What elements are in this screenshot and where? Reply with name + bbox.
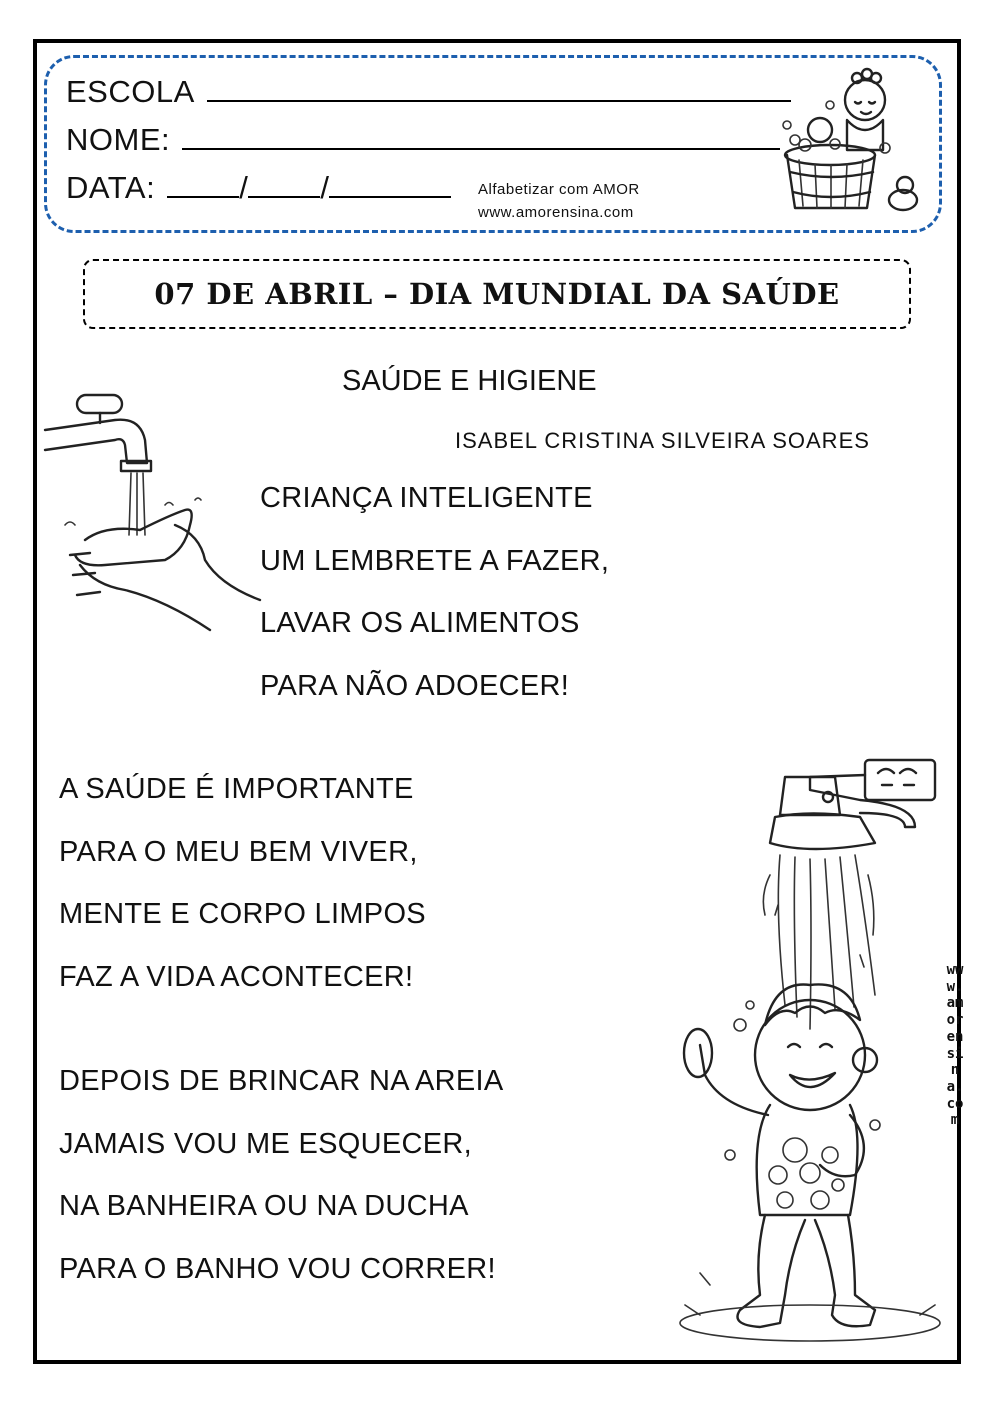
shower-illustration: [660, 755, 940, 1345]
name-field[interactable]: [182, 122, 780, 150]
verse-line: CRIANÇA INTELIGENTE: [260, 482, 593, 514]
date-separator: /: [320, 170, 330, 205]
verse-line: PARA NÃO ADOECER!: [260, 670, 570, 702]
side-url: www.amorensina.com: [946, 962, 964, 1129]
name-row: [66, 122, 780, 158]
verse-line: NA BANHEIRA OU NA DUCHA: [59, 1190, 469, 1222]
poem-author: ISABEL CRISTINA SILVEIRA SOARES: [455, 428, 870, 453]
verse-line: JAMAIS VOU ME ESQUECER,: [59, 1128, 472, 1160]
bathtub-illustration: [775, 60, 935, 220]
date-year-field[interactable]: [329, 170, 451, 198]
verse-line: DEPOIS DE BRINCAR NA AREIA: [59, 1065, 504, 1097]
brand-url: www.amorensina.com: [478, 204, 634, 221]
school-row: [66, 74, 791, 110]
brand-line: Alfabetizar com AMOR: [478, 181, 640, 198]
verse-line: LAVAR OS ALIMENTOS: [260, 607, 580, 639]
poem-title: SAÚDE E HIGIENE: [342, 365, 597, 397]
school-field[interactable]: [207, 74, 791, 102]
verse-line: PARA O MEU BEM VIVER,: [59, 836, 418, 868]
verse-line: A SAÚDE É IMPORTANTE: [59, 773, 414, 805]
verse-line: MENTE E CORPO LIMPOS: [59, 898, 426, 930]
school-label: ESCOLA: [66, 74, 195, 109]
hand-washing-illustration: [45, 385, 260, 640]
page-title: 07 DE ABRIL – DIA MUNDIAL DA SAÚDE: [154, 277, 840, 311]
date-day-field[interactable]: [167, 170, 239, 198]
title-box: [83, 259, 911, 329]
name-label: NOME:: [66, 122, 171, 157]
date-label: DATA:: [66, 170, 156, 205]
verse-line: PARA O BANHO VOU CORRER!: [59, 1253, 496, 1285]
date-row: [66, 170, 451, 206]
date-month-field[interactable]: [248, 170, 320, 198]
date-separator: /: [239, 170, 249, 205]
verse-line: UM LEMBRETE A FAZER,: [260, 545, 610, 577]
verse-line: FAZ A VIDA ACONTECER!: [59, 961, 414, 993]
